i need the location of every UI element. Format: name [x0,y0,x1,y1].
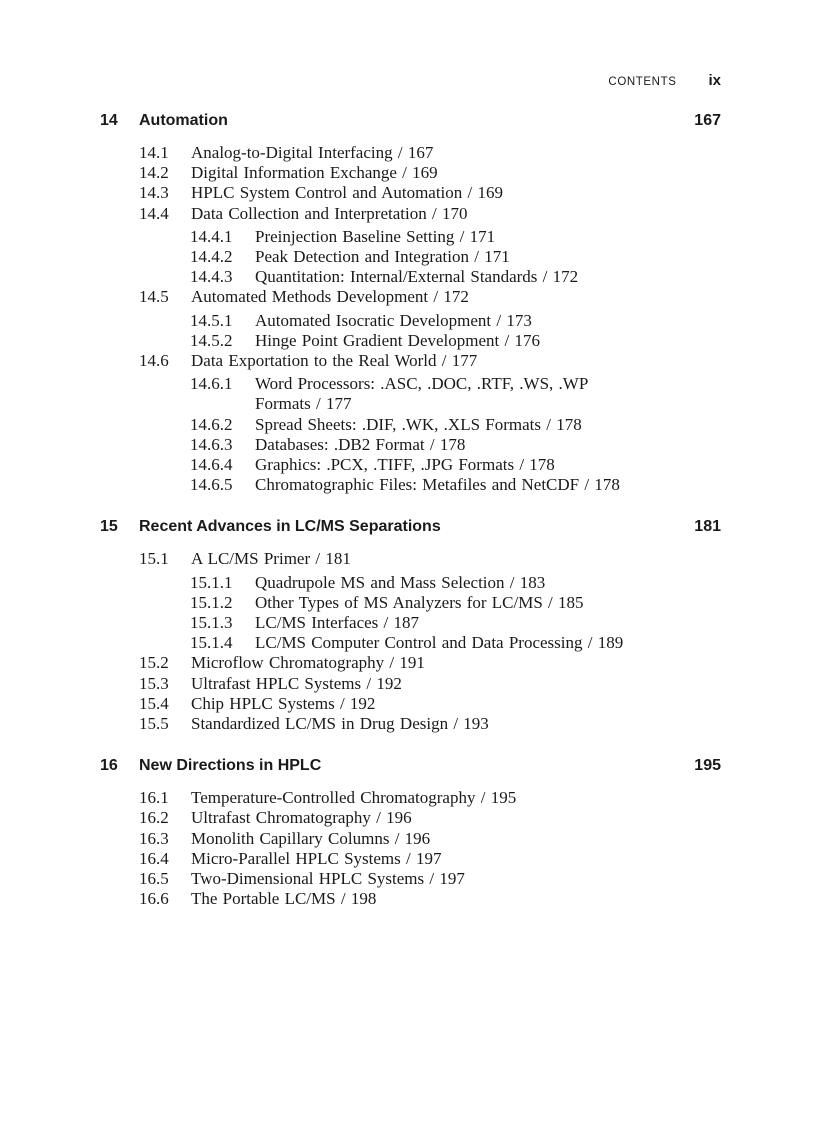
toc-entry[interactable] [100,204,721,224]
toc-entry[interactable] [100,889,721,909]
chapter-page: 167 [694,112,721,129]
toc-entry[interactable] [100,849,721,869]
toc-subentry[interactable] [100,435,721,455]
toc-entry[interactable] [100,287,721,307]
subsection-number: 14.6.4 [190,455,233,475]
subsection-number: 15.1.3 [190,613,233,633]
subsection-title: Databases: .DB2 Format / 178 [255,434,466,454]
toc-subentry[interactable] [100,227,721,247]
section-number: 15.2 [139,653,169,673]
subsection-title: LC/MS Interfaces / 187 [255,613,419,633]
chapter-16 [100,757,721,909]
toc-subentry[interactable] [100,374,721,394]
section-number: 16.5 [139,869,169,889]
subsection-title: Preinjection Baseline Setting / 171 [255,226,496,246]
toc-entry[interactable] [100,183,721,203]
section-title: Standardized LC/MS in Drug Design / 193 [191,714,489,734]
running-head-label: CONTENTS [608,76,677,88]
subsection-title: Spread Sheets: .DIF, .WK, .XLS Formats / 178 [255,414,582,434]
subsection-number: 14.4.2 [190,247,233,267]
subsection-number: 14.6.1 [190,374,233,394]
chapter-14 [100,112,721,495]
section-number: 16.2 [139,808,169,828]
subsection-number: 14.6.5 [190,475,233,495]
toc-entry[interactable] [100,351,721,371]
section-title: Monolith Capillary Columns / 196 [191,828,431,848]
section-number: 16.1 [139,788,169,808]
subsection-title: Hinge Point Gradient Development / 176 [255,330,540,350]
section-title: Data Exportation to the Real World / 177 [191,351,478,371]
toc-subentry[interactable] [100,573,721,593]
chapter-heading[interactable] [100,757,721,778]
toc-subentry[interactable] [100,331,721,351]
chapter-number: 15 [100,518,118,536]
subsection-number: 15.1.4 [190,633,233,653]
section-title: Temperature-Controlled Chromatography / 195 [191,788,517,808]
section-number: 16.4 [139,848,169,868]
chapter-title: Recent Advances in LC/MS Separations [139,518,441,536]
section-number: 15.1 [139,549,169,569]
subsection-number [190,394,255,414]
chapter-page: 195 [694,757,721,775]
subsection-title: Quantitation: Internal/External Standards / 172 [255,267,579,287]
page-number: ix [708,72,721,89]
section-number: 14.1 [139,143,169,162]
subsection-number: 15.1.1 [190,572,233,592]
subsection-number: 14.4.1 [190,226,233,246]
toc-subentry[interactable] [100,455,721,475]
toc-entry[interactable] [100,829,721,849]
subsection-title: Peak Detection and Integration / 171 [255,247,510,267]
toc-subentry[interactable] [100,415,721,435]
section-title: Data Collection and Interpretation / 170 [191,203,468,223]
subsection-title: Formats / 177 [255,394,352,414]
section-number: 16.3 [139,828,169,848]
section-title: Digital Information Exchange / 169 [191,163,438,183]
section-title: Micro-Parallel HPLC Systems / 197 [191,848,442,868]
section-title: Chip HPLC Systems / 192 [191,693,376,713]
toc-entry[interactable] [100,788,721,808]
running-head [608,72,721,89]
section-title: A LC/MS Primer / 181 [191,549,351,569]
toc-subentry-continuation[interactable] [100,394,721,414]
subsection-number: 14.6.3 [190,434,233,454]
section-number: 14.5 [139,287,169,307]
chapter-title: Automation [139,112,228,129]
chapter-number: 14 [100,112,118,129]
toc-subentry[interactable] [100,311,721,331]
chapter-page: 181 [694,518,721,536]
subsection-number: 14.5.2 [190,330,233,350]
section-number: 14.4 [139,203,169,223]
section-number: 15.5 [139,714,169,734]
chapter-title: New Directions in HPLC [139,757,322,775]
section-title: Automated Methods Development / 172 [191,287,469,307]
section-title: The Portable LC/MS / 198 [191,889,377,909]
section-title: Ultrafast Chromatography / 196 [191,808,412,828]
subsection-title: LC/MS Computer Control and Data Processing / 189 [255,633,624,653]
subsection-number: 15.1.2 [190,592,233,612]
section-number: 15.4 [139,693,169,713]
subsection-number: 14.5.1 [190,310,233,330]
subsection-number: 14.6.2 [190,414,233,434]
section-title: Analog-to-Digital Interfacing / 167 [191,143,434,162]
toc-entry[interactable] [100,674,721,694]
toc-subentry[interactable] [100,613,721,633]
section-title: Ultrafast HPLC Systems / 192 [191,673,402,693]
toc-subentry[interactable] [100,633,721,653]
section-title: Microflow Chromatography / 191 [191,653,425,673]
chapter-heading[interactable] [100,518,721,539]
chapter-15 [100,518,721,734]
section-number: 14.3 [139,183,169,203]
section-number: 14.2 [139,163,169,183]
section-number: 16.6 [139,889,169,909]
toc-entry[interactable] [100,143,721,163]
subsection-title: Other Types of MS Analyzers for LC/MS / 185 [255,592,584,612]
toc-entry[interactable] [100,808,721,828]
section-number: 15.3 [139,673,169,693]
section-title: HPLC System Control and Automation / 169 [191,183,504,203]
section-title: Two-Dimensional HPLC Systems / 197 [191,869,465,889]
toc-entry[interactable] [100,653,721,673]
toc-entry[interactable] [100,549,721,569]
subsection-number: 14.4.3 [190,267,233,287]
table-of-contents [100,112,721,933]
subsection-title: Chromatographic Files: Metafiles and NetCDF / 178 [255,475,620,495]
toc-subentry[interactable] [100,247,721,267]
chapter-heading[interactable] [100,112,721,133]
toc-subentry[interactable] [100,593,721,613]
toc-entry[interactable] [100,714,721,734]
toc-subentry[interactable] [100,475,721,495]
section-number: 14.6 [139,351,169,371]
chapter-number: 16 [100,757,118,775]
subsection-title: Graphics: .PCX, .TIFF, .JPG Formats / 178 [255,455,555,475]
subsection-title: Quadrupole MS and Mass Selection / 183 [255,572,546,592]
toc-entry[interactable] [100,869,721,889]
subsection-title: Word Processors: .ASC, .DOC, .RTF, .WS, .WP [255,374,589,394]
subsection-title: Automated Isocratic Development / 173 [255,310,532,330]
toc-subentry[interactable] [100,267,721,287]
toc-entry[interactable] [100,694,721,714]
toc-entry[interactable] [100,163,721,183]
